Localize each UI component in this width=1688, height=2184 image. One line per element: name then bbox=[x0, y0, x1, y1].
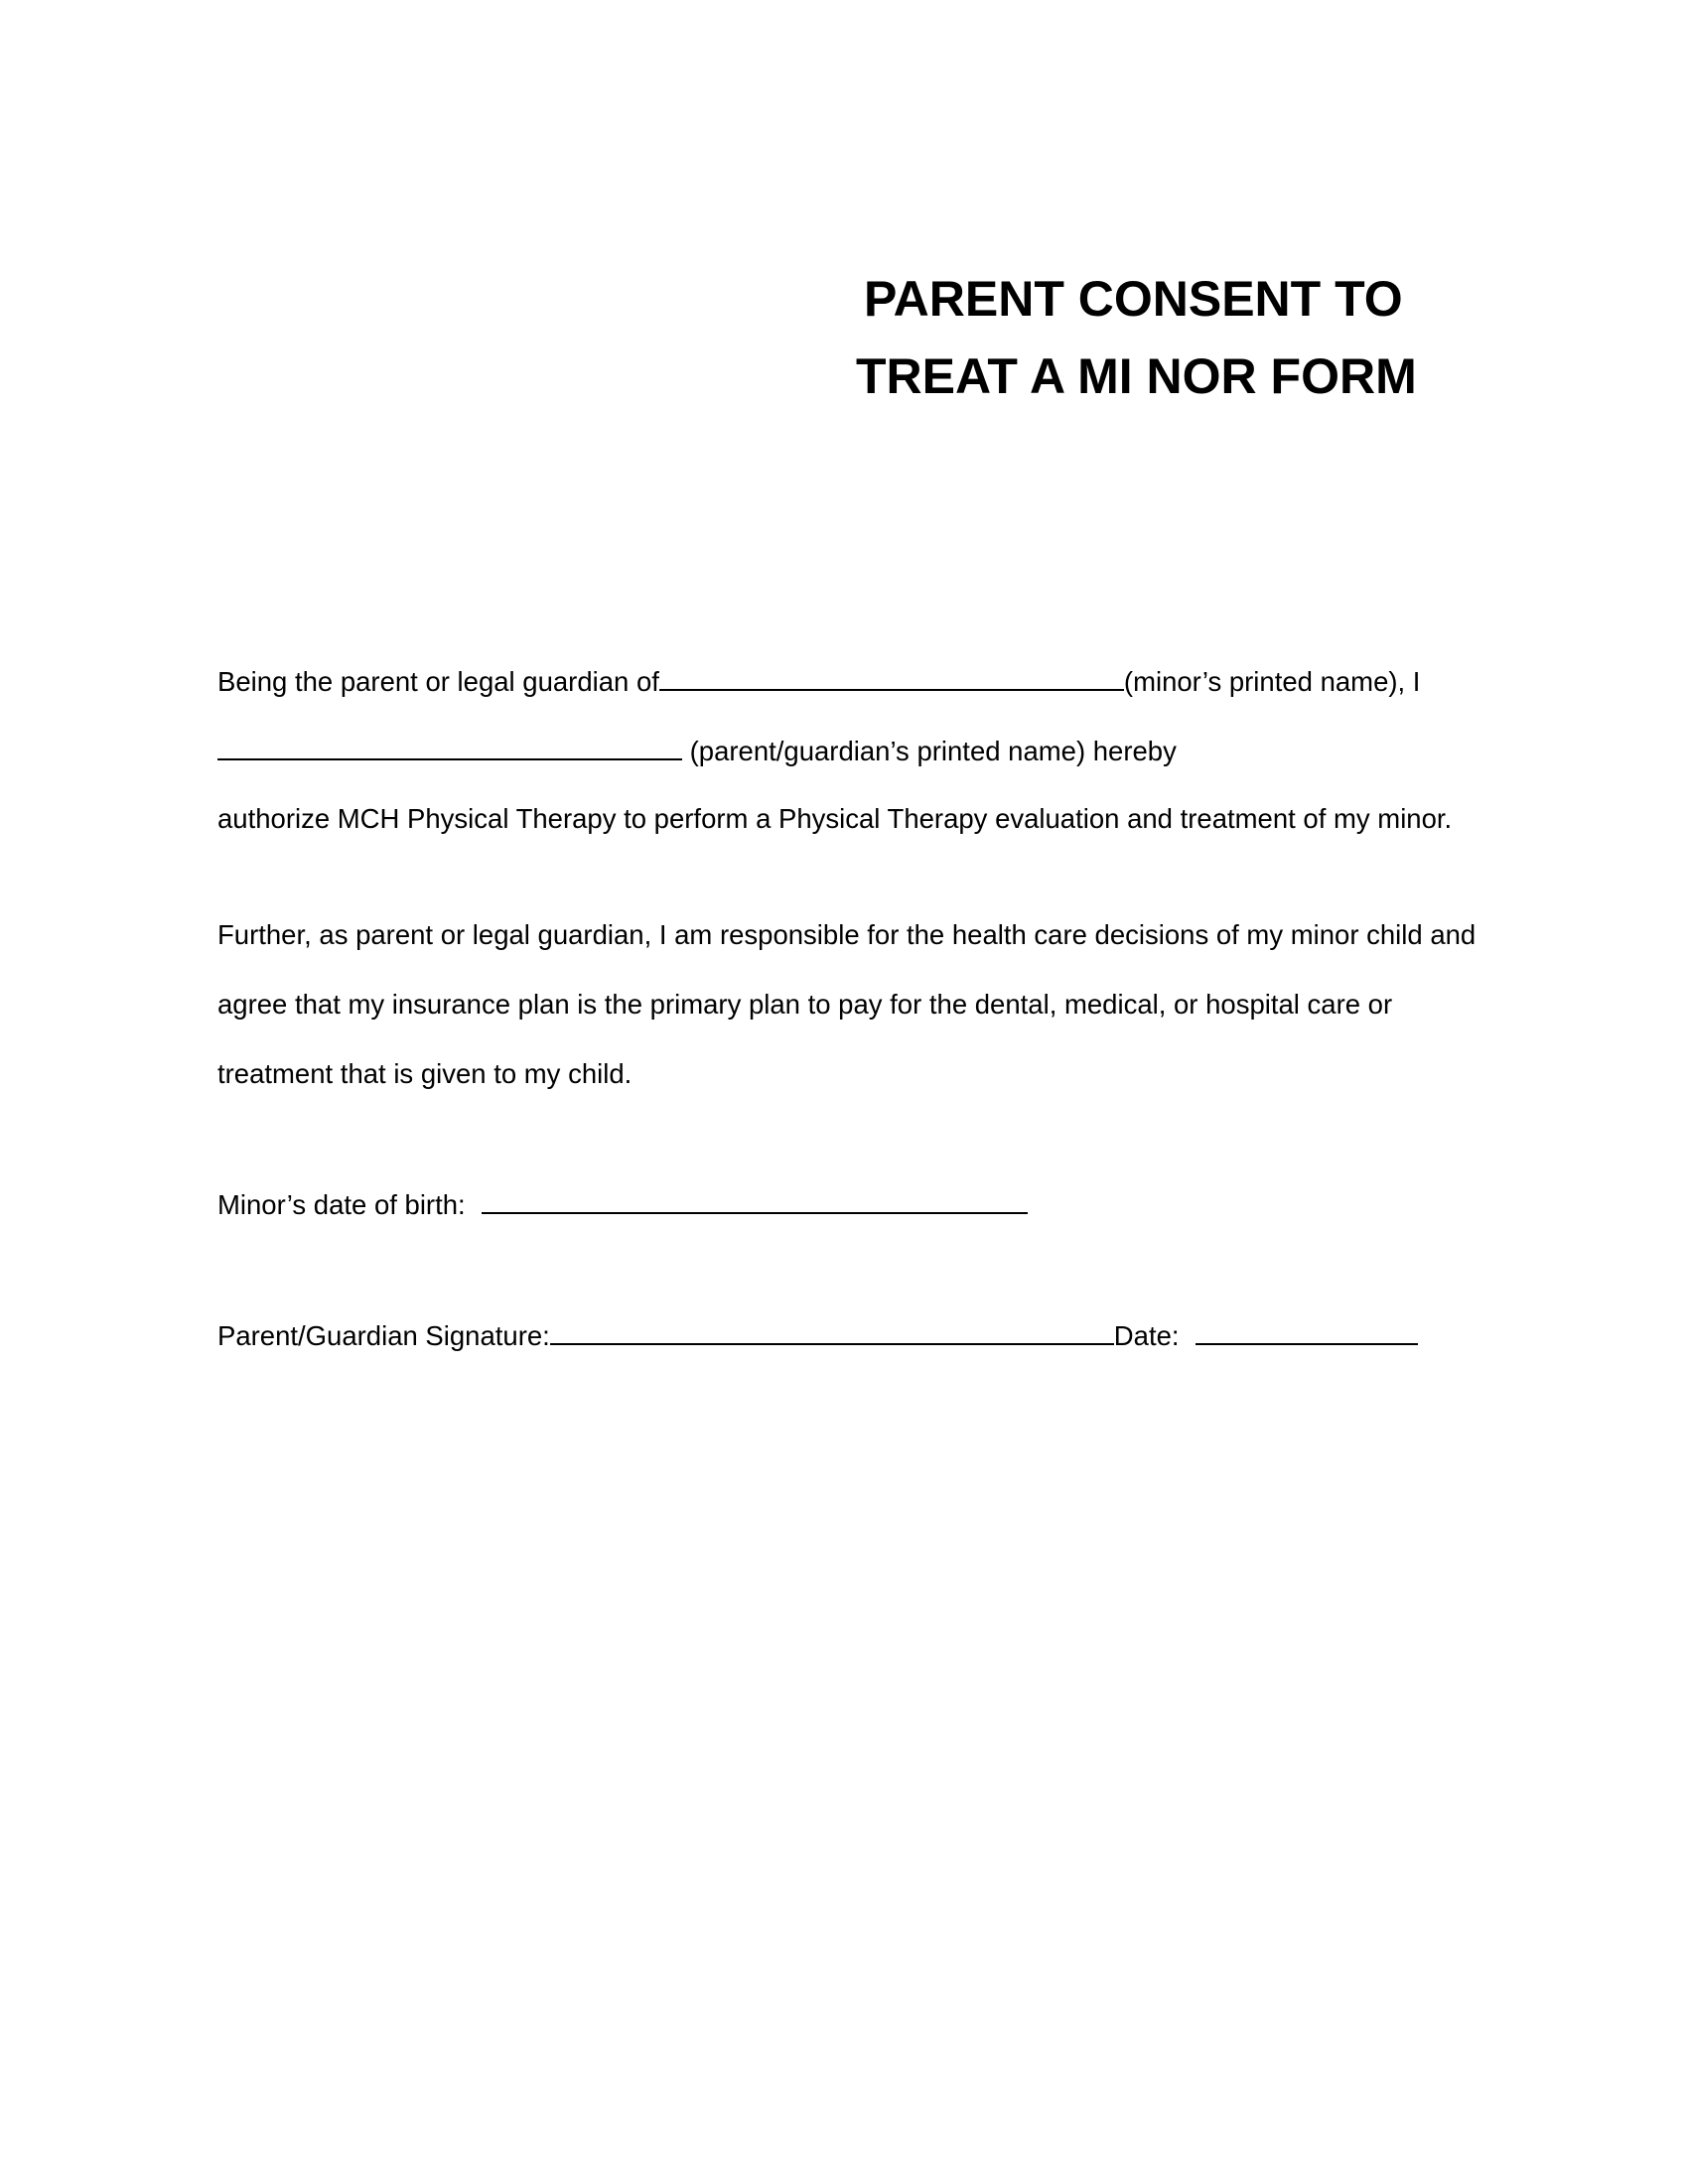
title-line-2: TREAT A MI NOR FORM bbox=[856, 348, 1417, 404]
line1-suffix: (minor’s printed name), I bbox=[1123, 666, 1421, 697]
form-title bbox=[856, 260, 1460, 415]
minor-name-field[interactable] bbox=[659, 663, 1124, 691]
responsibility-line-3: treatment that is given to my child. bbox=[217, 1058, 633, 1089]
dob-row bbox=[217, 1186, 1028, 1222]
parent-name-field[interactable] bbox=[217, 733, 682, 760]
responsibility-line-2: agree that my insurance plan is the primary plan to pay for the dental, medical, or hospital care or bbox=[217, 989, 1393, 1020]
responsibility-line-1: Further, as parent or legal guardian, I am responsible for the health care decisions of my minor child and bbox=[217, 919, 1477, 950]
title-line-1: PARENT CONSENT TO bbox=[864, 271, 1403, 327]
dob-field[interactable] bbox=[482, 1186, 1028, 1214]
consent-line-1 bbox=[217, 663, 1420, 699]
line1-prefix: Being the parent or legal guardian of bbox=[217, 666, 659, 697]
signature-row bbox=[217, 1317, 1418, 1353]
signature-field[interactable] bbox=[550, 1317, 1114, 1345]
consent-line-2 bbox=[217, 733, 1177, 768]
date-field[interactable] bbox=[1196, 1317, 1418, 1345]
signature-label: Parent/Guardian Signature: bbox=[217, 1320, 550, 1351]
consent-line-3: authorize MCH Physical Therapy to perform a Physical Therapy evaluation and treatment of my minor. bbox=[217, 803, 1453, 834]
date-label: Date: bbox=[1113, 1320, 1180, 1351]
dob-label: Minor’s date of birth: bbox=[217, 1189, 466, 1220]
line2-suffix: (parent/guardian’s printed name) hereby bbox=[682, 736, 1177, 766]
